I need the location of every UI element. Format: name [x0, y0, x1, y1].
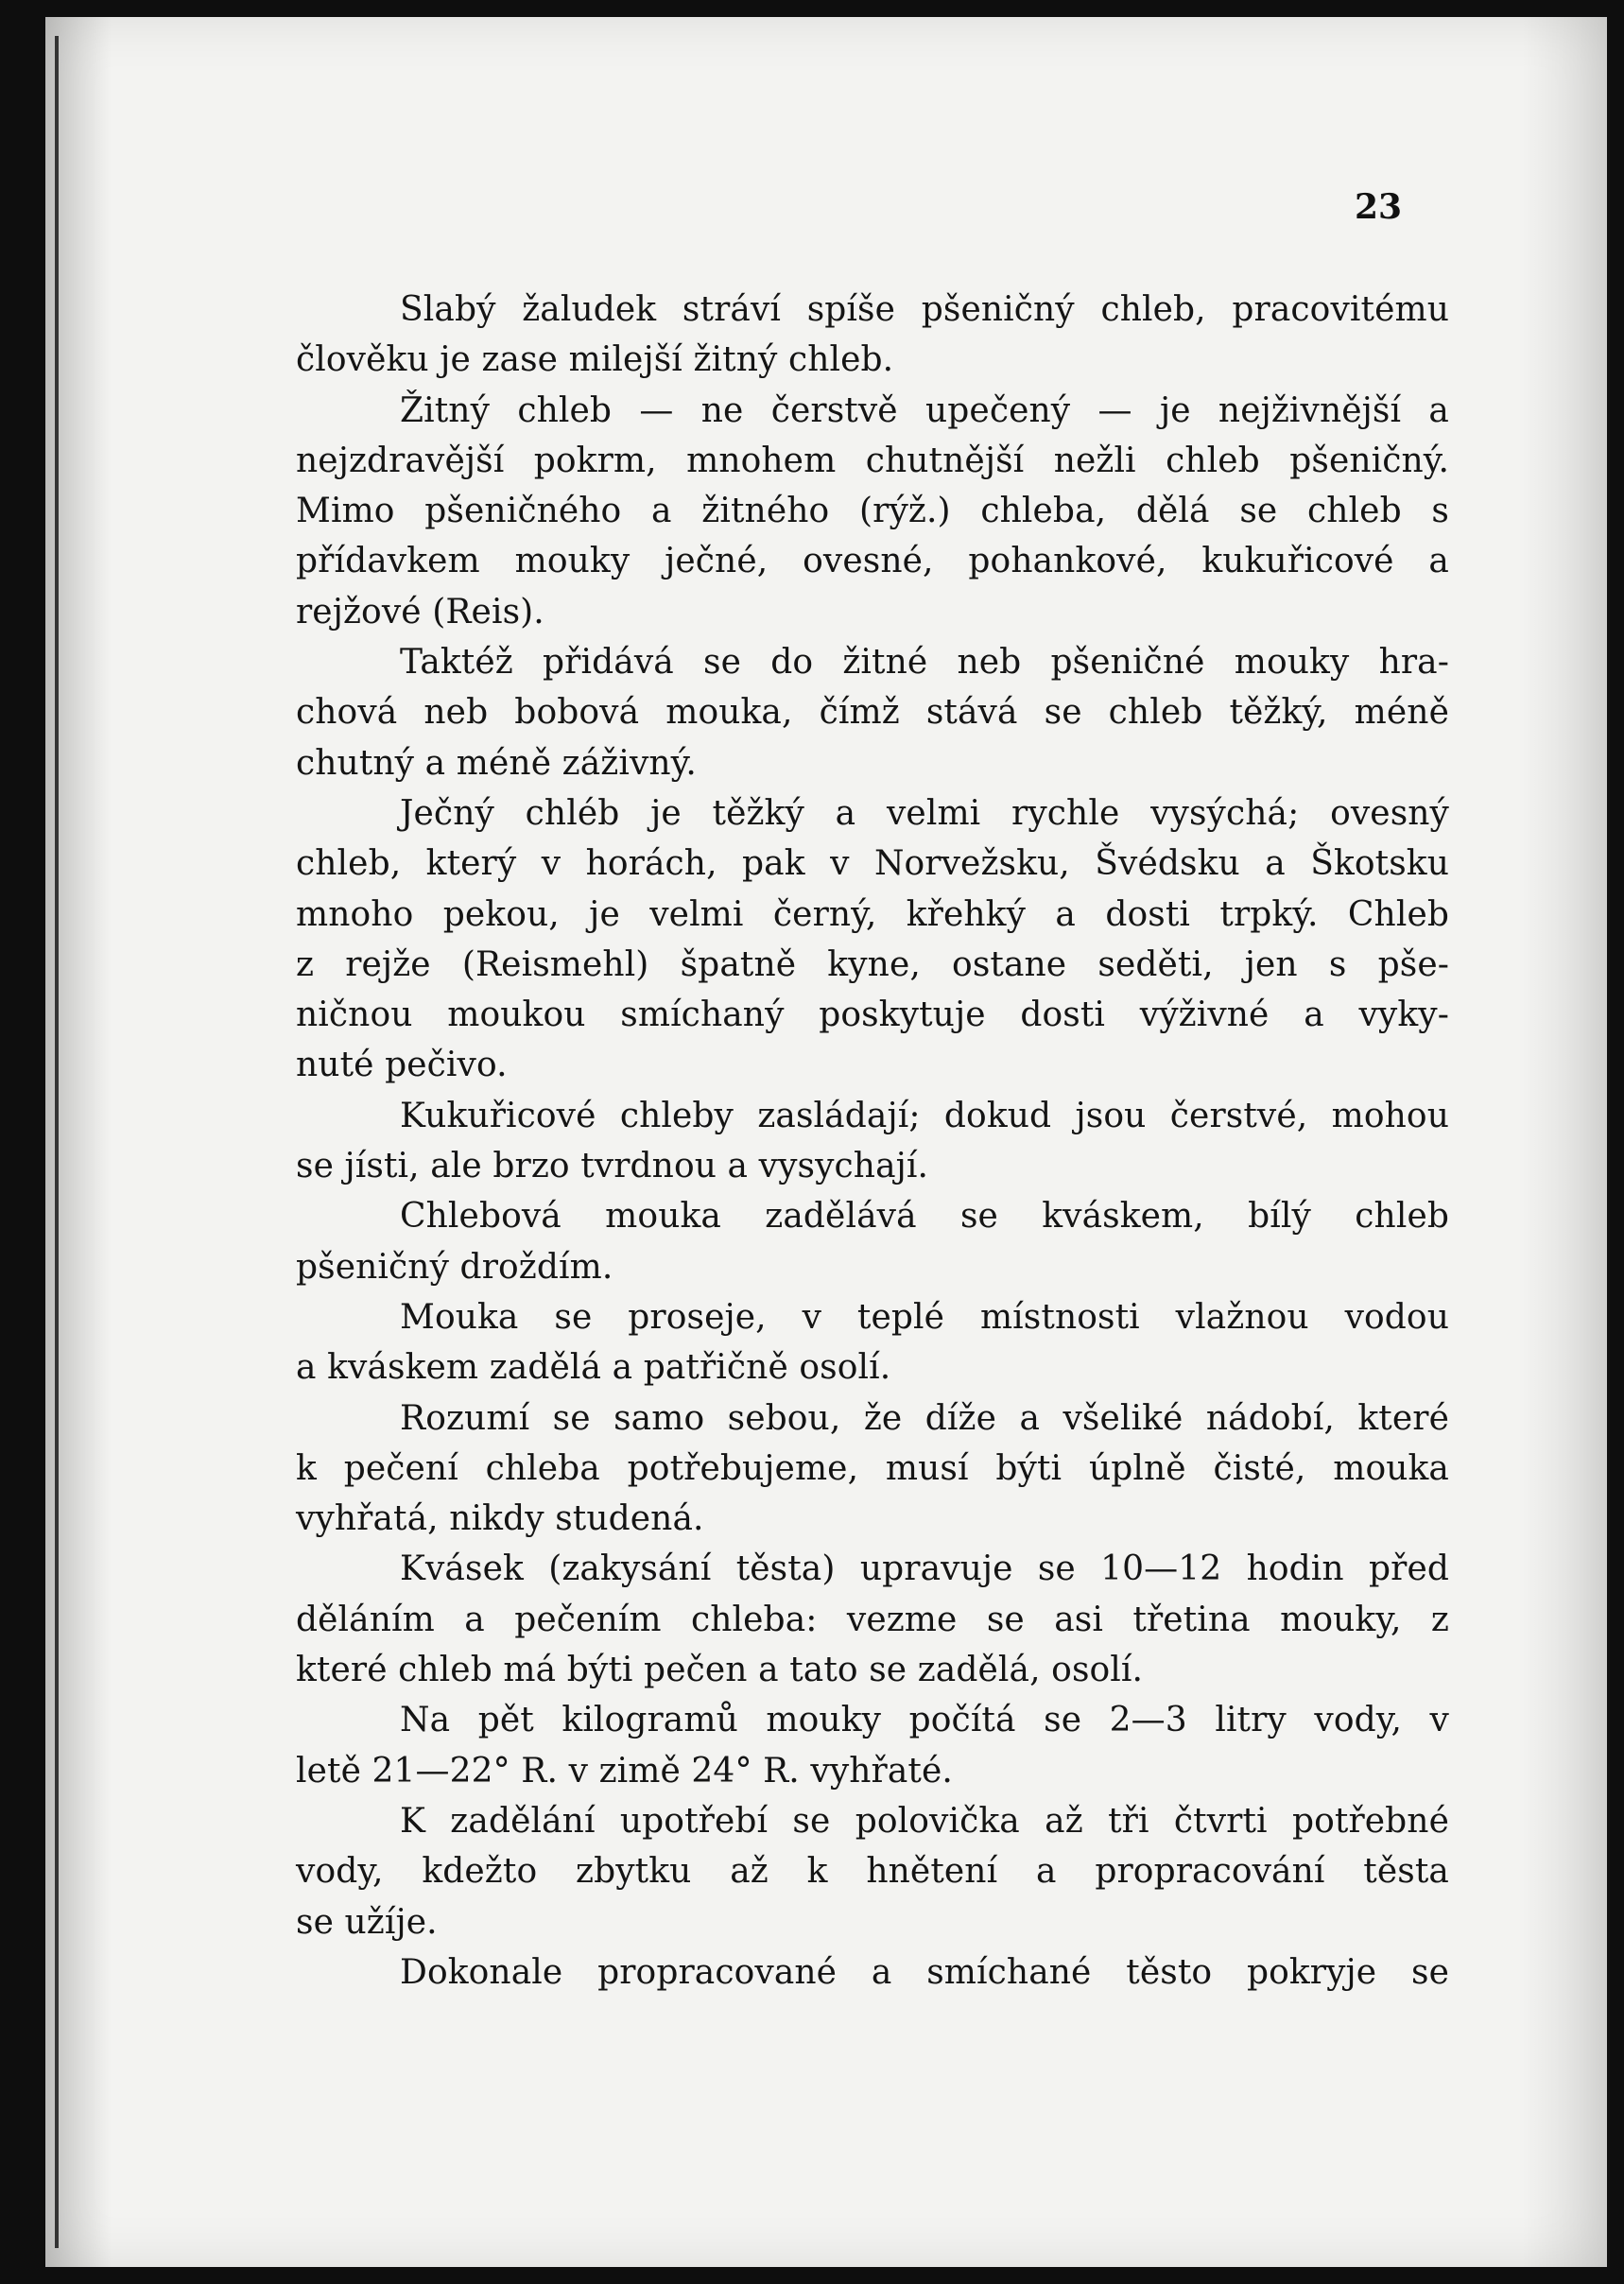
text-line: Ječný chléb je těžký a velmi rychle vysýchá; ovesný: [400, 793, 1449, 833]
text-line: Žitný chleb — ne čerstvě upečený — je nejživnější a: [400, 390, 1449, 430]
text-line: Na pět kilogramů mouky počítá se 2—3 litry vody, v: [400, 1701, 1449, 1740]
body-text: [296, 285, 1449, 1998]
text-line: Dokonale propracované a smíchané těsto pokryje se: [400, 1952, 1449, 1992]
text-line: pšeničný droždím.: [296, 1247, 613, 1287]
text-line: Slabý žaludek stráví spíše pšeničný chleb, pracovitému: [400, 290, 1449, 329]
binding-edge: [55, 36, 59, 2248]
text-line: Kvásek (zakysání těsta) upravuje se 10—12 hodin před: [400, 1549, 1449, 1589]
text-line: k pečení chleba potřebujeme, musí býti úplně čisté, mouka: [296, 1448, 1449, 1488]
text-line: se užíje.: [296, 1902, 438, 1942]
text-line: chleb, který v horách, pak v Norvežsku, Švédsku a Škotsku: [296, 844, 1449, 884]
book-page: [45, 17, 1607, 2267]
text-line: přídavkem mouky ječné, ovesné, pohankové, kukuřicové a: [296, 542, 1449, 581]
text-line: se jísti, ale brzo tvrdnou a vysychají.: [296, 1147, 929, 1186]
text-line: chutný a méně záživný.: [296, 743, 697, 783]
text-line: které chleb má býti pečen a tato se zadělá, osolí.: [296, 1651, 1144, 1690]
text-line: ničnou moukou smíchaný poskytuje dosti výživné a vyky-: [296, 995, 1449, 1035]
text-line: a kváskem zadělá a patřičně osolí.: [296, 1348, 891, 1388]
text-line: Rozumí se samo sebou, že díže a všeliké nádobí, které: [400, 1398, 1449, 1438]
text-line: Taktéž přidává se do žitné neb pšeničné mouky hra-: [400, 643, 1449, 683]
text-line: Mimo pšeničného a žitného (rýž.) chleba, dělá se chleb s: [296, 492, 1449, 531]
text-line: Chlebová mouka zadělává se kváskem, bílý chleb: [400, 1197, 1449, 1237]
text-line: z rejže (Reismehl) špatně kyne, ostane seděti, jen s pše-: [296, 944, 1449, 984]
text-line: vyhřatá, nikdy studená.: [296, 1499, 704, 1539]
text-line: vody, kdežto zbytku až k hnětení a propracování těsta: [296, 1852, 1449, 1892]
text-line: chová neb bobová mouka, čímž stává se chleb těžký, méně: [296, 693, 1449, 733]
text-line: Mouka se proseje, v teplé místnosti vlažnou vodou: [400, 1297, 1449, 1337]
text-line: K zadělání upotřebí se polovička až tři čtvrti potřebné: [400, 1801, 1449, 1841]
text-line: Kukuřicové chleby zasládají; dokud jsou čerstvé, mohou: [400, 1096, 1449, 1135]
page-number: 23: [1355, 187, 1403, 227]
text-line: rejžové (Reis).: [296, 592, 544, 632]
text-line: mnoho pekou, je velmi černý, křehký a dosti trpký. Chleb: [296, 894, 1449, 934]
text-line: letě 21—22° R. v zimě 24° R. vyhřaté.: [296, 1751, 953, 1791]
text-line: člověku je zase milejší žitný chleb.: [296, 340, 894, 380]
text-line: nuté pečivo.: [296, 1046, 508, 1085]
text-line: nejzdravější pokrm, mnohem chutnější nežli chleb pšeničný.: [296, 441, 1449, 480]
text-line: děláním a pečením chleba: vezme se asi třetina mouky, z: [296, 1600, 1449, 1639]
